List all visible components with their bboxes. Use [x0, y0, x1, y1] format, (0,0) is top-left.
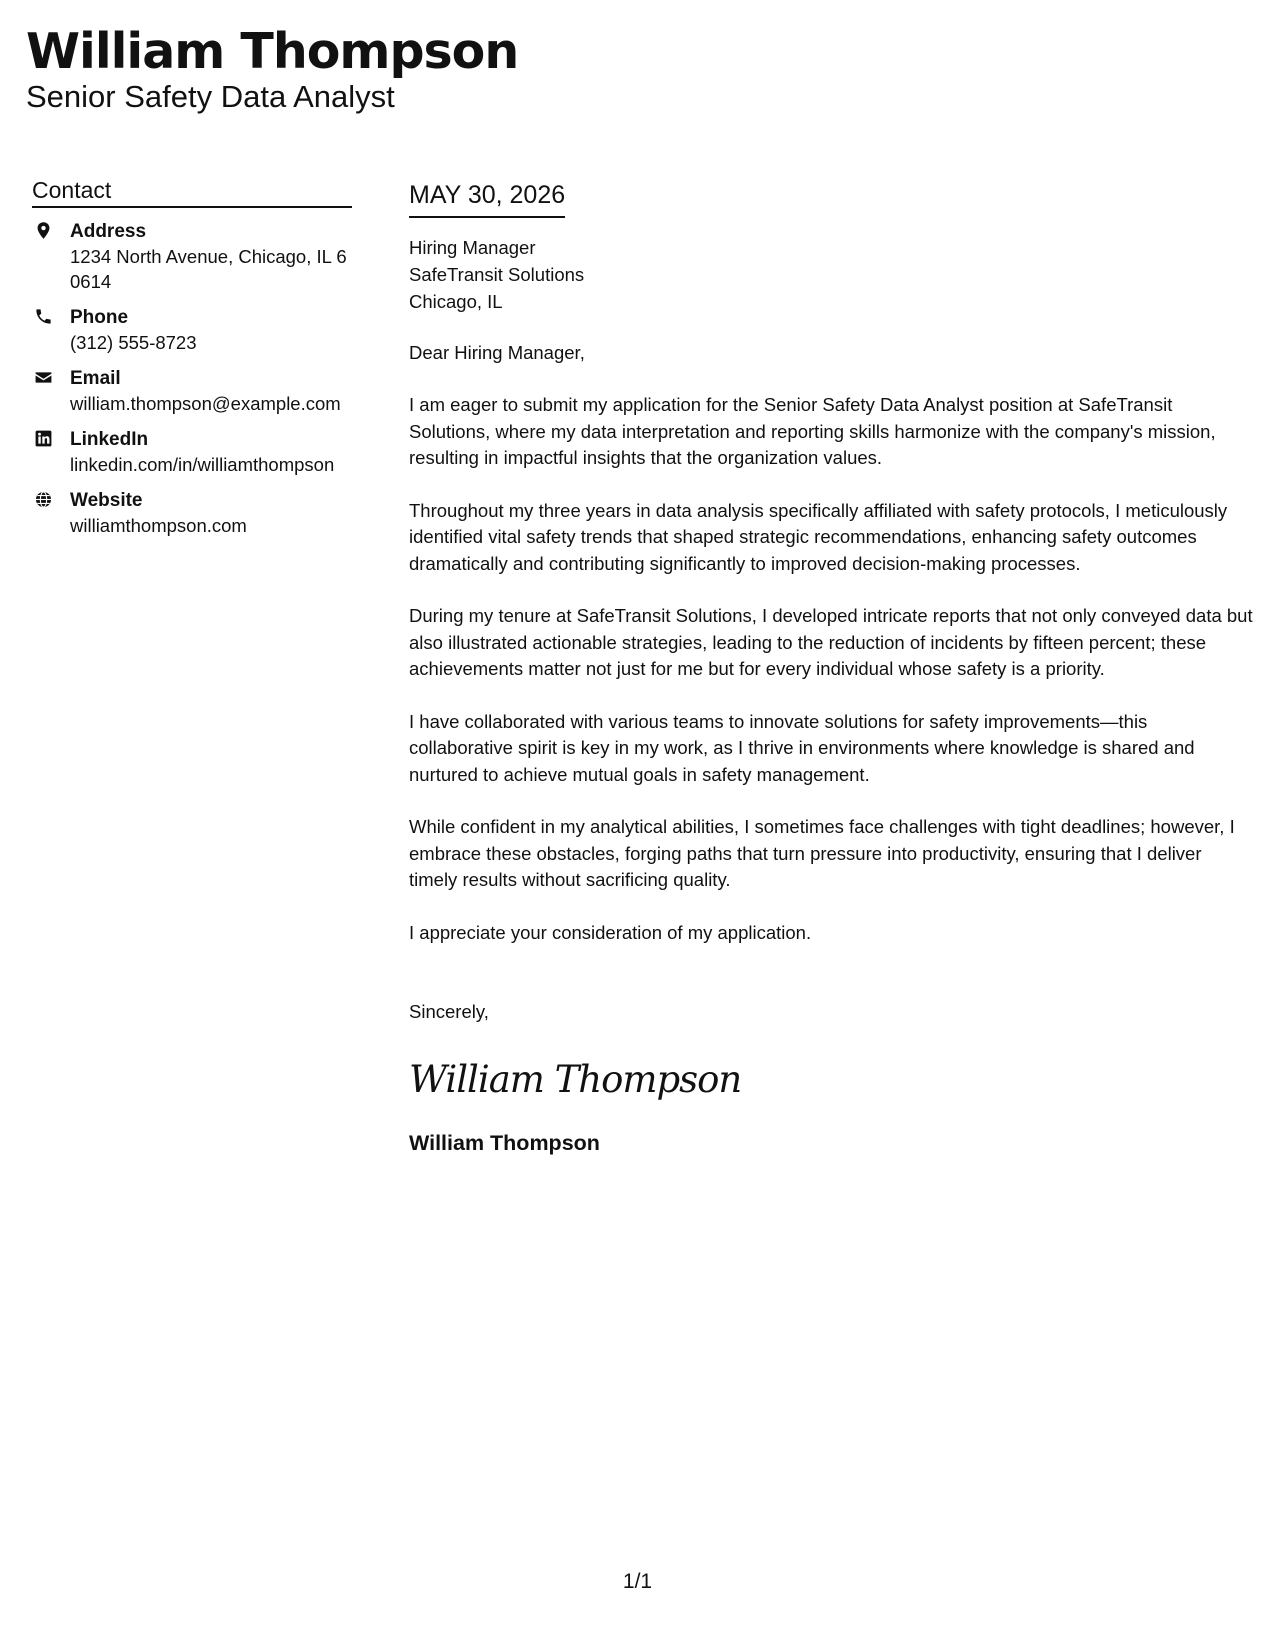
letter-paragraph: While confident in my analytical abilities, I sometimes face challenges with tight deadlines; however, I embrace these obstacles, forging paths that turn pressure into productivity, ensuring that I deliver timely results without sacrificing quality.: [409, 816, 1235, 890]
applicant-title: Senior Safety Data Analyst: [26, 79, 395, 114]
contact-label: Website: [70, 490, 143, 511]
map-pin-icon: [34, 221, 53, 240]
contact-heading: Contact: [32, 176, 352, 208]
address-value: 1234 North Avenue, Chicago, IL 60614: [70, 246, 347, 292]
recipient-line: Hiring Manager: [409, 237, 536, 258]
contact-item-linkedin: [32, 427, 352, 477]
recipient-block: [409, 234, 1254, 315]
phone-icon: [34, 307, 53, 326]
letter-paragraph: I appreciate your consideration of my application.: [409, 921, 812, 943]
letter-paragraph: I am eager to submit my application for the Senior Safety Data Analyst position at SafeTransit Solutions, where my data interpretation and reporting skills harmonize with the company's mission, resulting in impactful insights that the organization values.: [409, 394, 1216, 468]
letter-body: [409, 178, 1254, 1157]
contact-label: LinkedIn: [70, 429, 149, 450]
salutation: Dear Hiring Manager,: [409, 342, 585, 363]
letter-date: MAY 30, 2026: [409, 178, 565, 218]
recipient-line: SafeTransit Solutions: [409, 264, 585, 285]
linkedin-value[interactable]: linkedin.com/in/williamthompson: [70, 454, 335, 475]
email-value[interactable]: william.thompson@example.com: [70, 393, 341, 414]
contact-item-email: [32, 366, 352, 416]
contact-label: Address: [70, 221, 147, 242]
globe-icon: [34, 490, 53, 509]
contact-sidebar: [32, 176, 352, 549]
contact-label: Email: [70, 368, 121, 389]
letter-paragraph: During my tenure at SafeTransit Solutions, I developed intricate reports that not only conveyed data but also illustrated actionable strategies, leading to the reduction of incidents by fifteen percent; these achievements matter not just for me but for every individual whose safety is a priority.: [409, 605, 1253, 679]
website-value[interactable]: williamthompson.com: [70, 515, 247, 536]
applicant-name: William Thompson: [26, 23, 519, 80]
contact-item-address: [32, 219, 352, 294]
contact-item-website: [32, 488, 352, 538]
contact-label: Phone: [70, 307, 129, 328]
signed-name: William Thompson: [409, 1131, 600, 1155]
handwritten-signature: William Thompson: [409, 1058, 742, 1101]
letter-header: [26, 22, 518, 114]
contact-item-phone: [32, 305, 352, 355]
letter-paragraph: I have collaborated with various teams to innovate solutions for safety improvements—this collaborative spirit is key in my work, as I thrive in environments where knowledge is shared and nurtured to achieve mutual goals in safety management.: [409, 710, 1195, 785]
linkedin-icon: [34, 429, 53, 448]
recipient-line: Chicago, IL: [409, 291, 503, 312]
phone-value: (312) 555-8723: [70, 332, 197, 353]
page-number: 1/1: [622, 1570, 653, 1593]
letter-paragraph: Throughout my three years in data analysis specifically affiliated with safety protocols, I meticulously identified vital safety trends that shaped strategic recommendations, enhancing safety outcomes dramatically and contributing significantly to improved decision-making processes.: [409, 499, 1228, 574]
closing: Sincerely,: [409, 1001, 489, 1022]
envelope-icon: [34, 368, 53, 387]
